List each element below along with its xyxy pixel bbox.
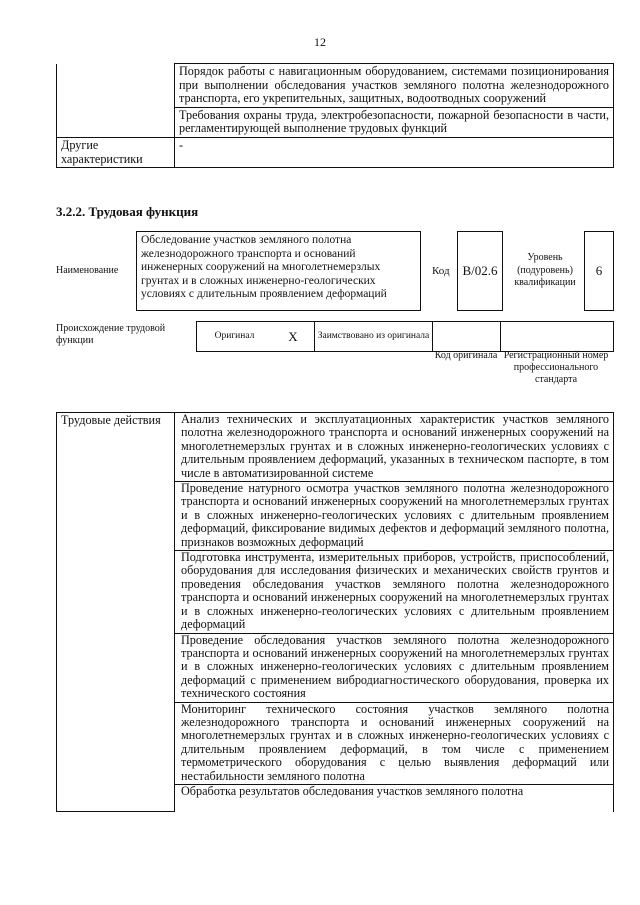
- labor-action-item: Проведение натурного осмотра участков земляного полотна железнодорожного транспорта и оснований инженерных сооружений на многолетнемерзлых грунтах и в сложных инженерно-геологических условиях с длительным проявлением деформаций, фиксирование видимых дефектов и деформаций земляного полотна, признаков возможных деформаций: [175, 482, 614, 551]
- labor-action-item: Анализ технических и эксплуатационных характеристик участков земляного полотна железнодорожного транспорта и оснований инженерных сооружений на многолетнемерзлых грунтах и в сложных инженерно-геологических условиях с длительным проявлением деформаций, указанных в техническом паспорте, в том числе в автоматизированной системе: [175, 413, 614, 482]
- original-code-cell: [433, 322, 501, 351]
- page-number: 12: [314, 35, 326, 49]
- qualification-level-label: Уровень (подуровень) квалификации: [514, 252, 576, 288]
- labor-action-item: Проведение обследования участков земляного полотна железнодорожного транспорта и оснований инженерных сооружений на многолетнемерзлых грунтах и в сложных инженерно-геологических условиях с длительным проявлением деформаций с применением вибродиагностического оборудования, проверка их технического состояния: [175, 633, 614, 702]
- table-cell-text: Требования охраны труда, электробезопасности, пожарной безопасности в части, регламентирующей выполнение трудовых функций: [175, 107, 614, 137]
- labor-action-item: Мониторинг технического состояния участков земляного полотна железнодорожного транспорта и оснований инженерных сооружений на многолетнемерзлых грунтах и в сложных инженерно-геологических условиях с длительным проявлением деформаций, в том числе с применением термометрического оборудования с целью выявления деформаций или нестабильности земляного полотна: [175, 702, 614, 784]
- labor-actions-label: Трудовые действия: [57, 413, 175, 812]
- labor-actions-table: [56, 412, 614, 812]
- section-title: 3.2.2. Трудовая функция: [56, 204, 199, 219]
- code-label: Код: [432, 265, 450, 277]
- qualification-level-value: 6: [584, 231, 614, 311]
- other-characteristics-value: -: [175, 137, 614, 167]
- code-value: B/02.6: [457, 231, 503, 311]
- registration-number-cell: [501, 322, 613, 351]
- table-row: [57, 137, 614, 167]
- original-mark: X: [272, 322, 315, 351]
- original-code-caption: Код оригинала: [434, 350, 498, 361]
- table-row: [57, 64, 614, 108]
- table-cell-empty: [57, 64, 175, 138]
- table-cell-text: Порядок работы с навигационным оборудованием, системами позиционирования при выполнении обследования участков земляного полотна железнодорожного транспорта, его укрепительных, защитных, водоотводных сооружений: [175, 64, 614, 108]
- table-row: [57, 413, 614, 482]
- labor-action-item: Подготовка инструмента, измерительных приборов, устройств, приспособлений, оборудования для исследования физических и механических свойств грунтов и проведения обследования участков земляного полотна железнодорожного транспорта и оснований инженерных сооружений на многолетнемерзлых грунтах и в сложных инженерно-геологических условиях с длительным проявлением деформаций: [175, 551, 614, 633]
- registration-number-caption: Регистрационный номер профессионального стандарта: [503, 350, 609, 385]
- labor-action-item: Обработка результатов обследования участков земляного полотна: [181, 784, 524, 798]
- function-name-box: Обследование участков земляного полотна железнодорожного транспорта и оснований инженерных сооружений на многолетнемерзлых грунтах и в сложных инженерно-геологических условиях с длительным проявлением деформаций: [136, 231, 421, 311]
- original-label: Оригинал: [214, 331, 255, 341]
- origin-row: [196, 321, 614, 352]
- table-cell: [175, 784, 614, 812]
- origin-label: Происхождение трудовой функции: [56, 323, 166, 346]
- other-characteristics-label: Другие характеристики: [57, 137, 175, 167]
- name-label: Наименование: [56, 265, 119, 276]
- borrowed-label: Заимствовано из оригинала: [315, 322, 433, 351]
- knowledge-table: [56, 63, 614, 168]
